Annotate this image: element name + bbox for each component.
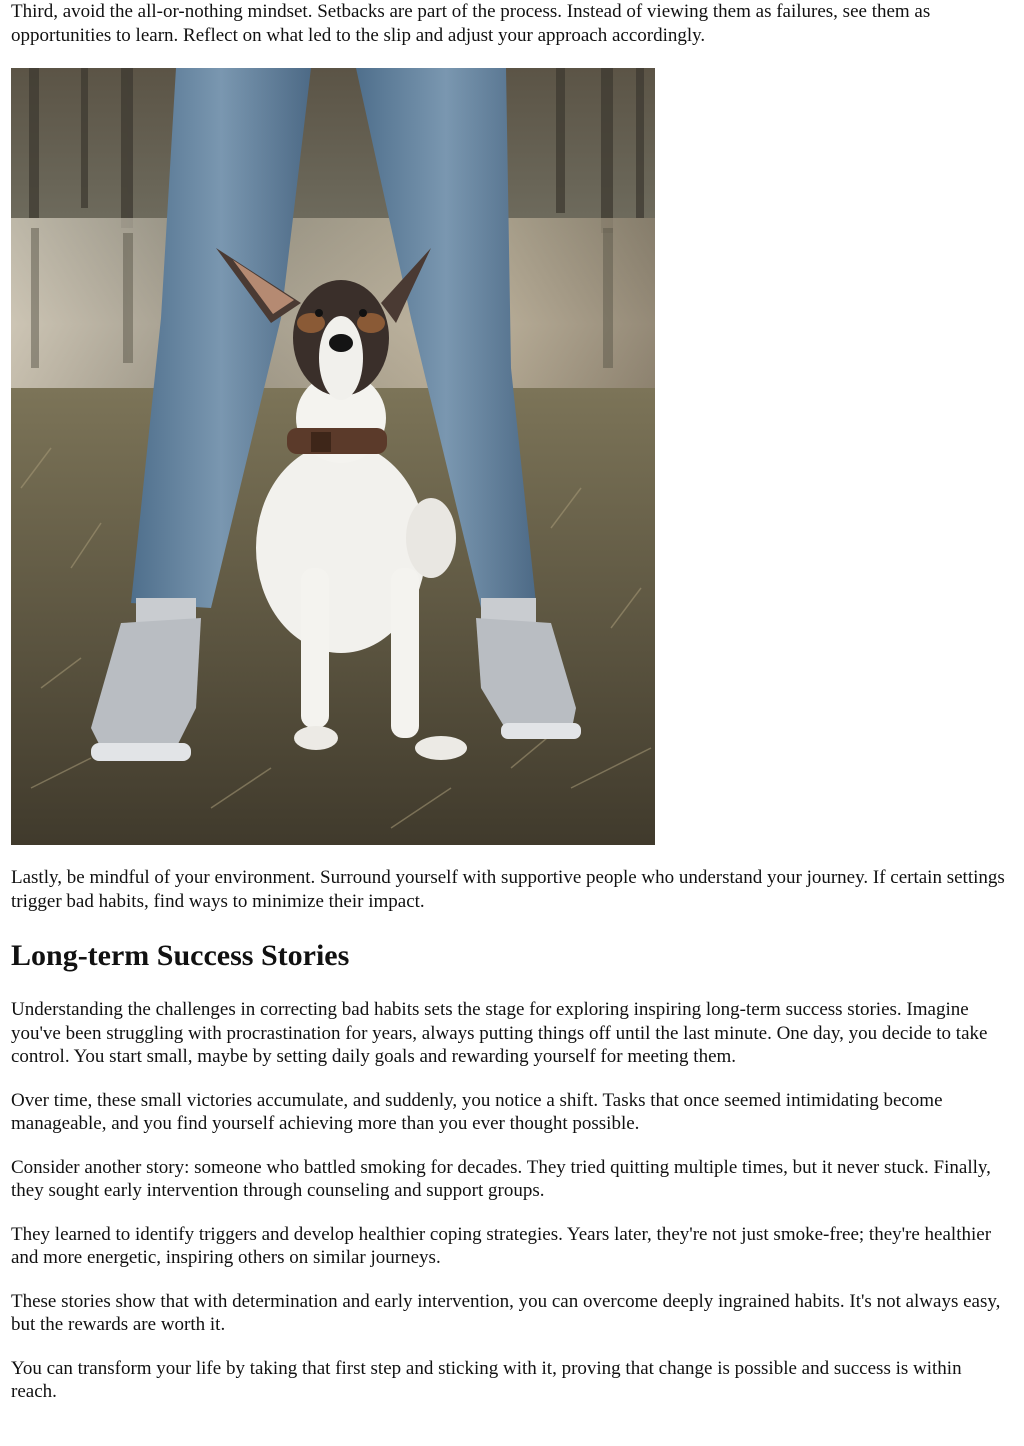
article-body bbox=[11, 0, 1011, 1404]
paragraph-story-intro: Understanding the challenges in correcting bad habits sets the stage for exploring inspiring long-term success stories. Imagine you've been struggling with procrastination for years, always putting things off until the last minute. One day, you decide to take control. You start small, maybe by setting daily goals and rewarding yourself for meeting them. bbox=[11, 999, 988, 1067]
paragraph-determination: These stories show that with determination and early intervention, you can overcome deeply ingrained habits. It's not always easy, but the rewards are worth it. bbox=[11, 1290, 1001, 1335]
dog-between-legs-photo bbox=[11, 68, 655, 845]
paragraph-setbacks: Third, avoid the all-or-nothing mindset. Setbacks are part of the process. Instead of viewing them as failures, see them as opportunities to learn. Reflect on what led to the slip and adjust your approach accordingly. bbox=[11, 1, 931, 46]
paragraph-coping-strategies: They learned to identify triggers and develop healthier coping strategies. Years later, they're not just smoke-free; they're healthier and more energetic, inspiring others on similar journeys. bbox=[11, 1223, 992, 1268]
section-heading: Long-term Success Stories bbox=[11, 939, 350, 972]
paragraph-environment: Lastly, be mindful of your environment. Surround yourself with supportive people who understand your journey. If certain settings trigger bad habits, find ways to minimize their impact. bbox=[11, 867, 1005, 912]
paragraph-transform-life: You can transform your life by taking that first step and sticking with it, proving that change is possible and success is within reach. bbox=[11, 1357, 962, 1402]
paragraph-smoking-story: Consider another story: someone who battled smoking for decades. They tried quitting multiple times, but it never stuck. Finally, they sought early intervention through counseling and support groups. bbox=[11, 1156, 991, 1201]
paragraph-small-victories: Over time, these small victories accumulate, and suddenly, you notice a shift. Tasks that once seemed intimidating become manageable, and you find yourself achieving more than you ever thought possible. bbox=[11, 1089, 943, 1134]
